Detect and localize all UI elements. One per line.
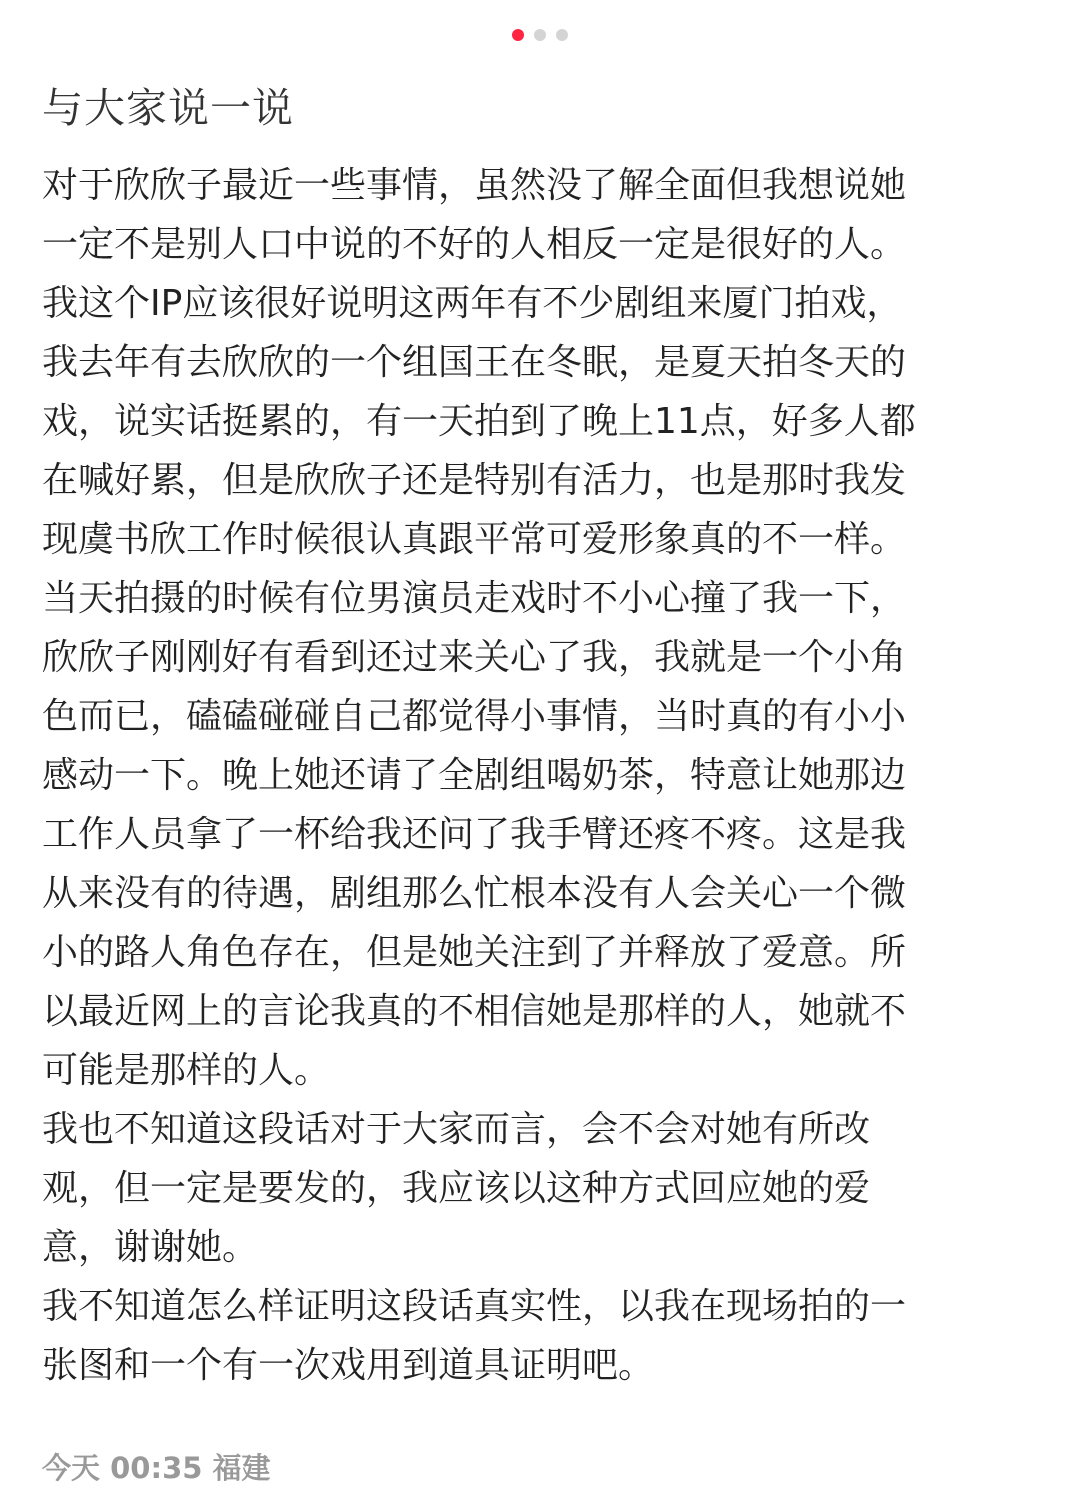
post-paragraph: 我也不知道这段话对于大家而言，会不会对她有所改 观，但一定是要发的，我应该以这种方式回应她的爱 意，谢谢她。 bbox=[42, 1109, 871, 1268]
pager-dot[interactable] bbox=[556, 29, 568, 41]
pager-dot-active[interactable] bbox=[512, 29, 524, 41]
post-body bbox=[42, 156, 1042, 1395]
post-paragraph: 对于欣欣子最近一些事情，虽然没了解全面但我想说她 一定不是别人口中说的不好的人相反一定是很好的人。 bbox=[42, 165, 907, 265]
post-time: 00:35 bbox=[110, 1451, 203, 1485]
image-pager-indicator[interactable] bbox=[0, 29, 1080, 41]
post-paragraph: 当天拍摄的时候有位男演员走戏时不小心撞了我一下， 欣欣子刚刚好有看到还过来关心了我，我就是一个小角 色而已，磕磕碰碰自己都觉得小事情，当时真的有小小 感动一下。晚上她还请了全剧组喝奶茶，特意让她那边 工作人员拿了一杯给我还问了我手臂还疼不疼。这是我 从来没有的待遇，剧组那么忙根本没有人会关心一个微 小的路人角色存在，但是她关注到了并释放了爱意。所 以最近网上的言论我真的不相信她是那样的人，她就不 可能是那样的人。 bbox=[42, 578, 907, 1091]
pager-dot[interactable] bbox=[534, 29, 546, 41]
post-paragraph: 我这个IP应该很好说明这两年有不少剧组来厦门拍戏， 我去年有去欣欣的一个组国王在冬眠，是夏天拍冬天的 戏，说实话挺累的，有一天拍到了晚上11点，好多人都 在喊好累，但是欣欣子还是特别有活力，也是那时我发 现虞书欣工作时候很认真跟平常可爱形象真的不一样。 bbox=[42, 283, 916, 560]
post-title: 与大家说一说 bbox=[42, 84, 294, 132]
post-location: 福建 bbox=[212, 1451, 271, 1485]
post-paragraph: 我不知道怎么样证明这段话真实性，以我在现场拍的一 张图和一个有一次戏用到道具证明吧。 bbox=[42, 1286, 907, 1386]
post-meta bbox=[42, 1448, 271, 1488]
post-date: 今天 bbox=[42, 1451, 101, 1485]
